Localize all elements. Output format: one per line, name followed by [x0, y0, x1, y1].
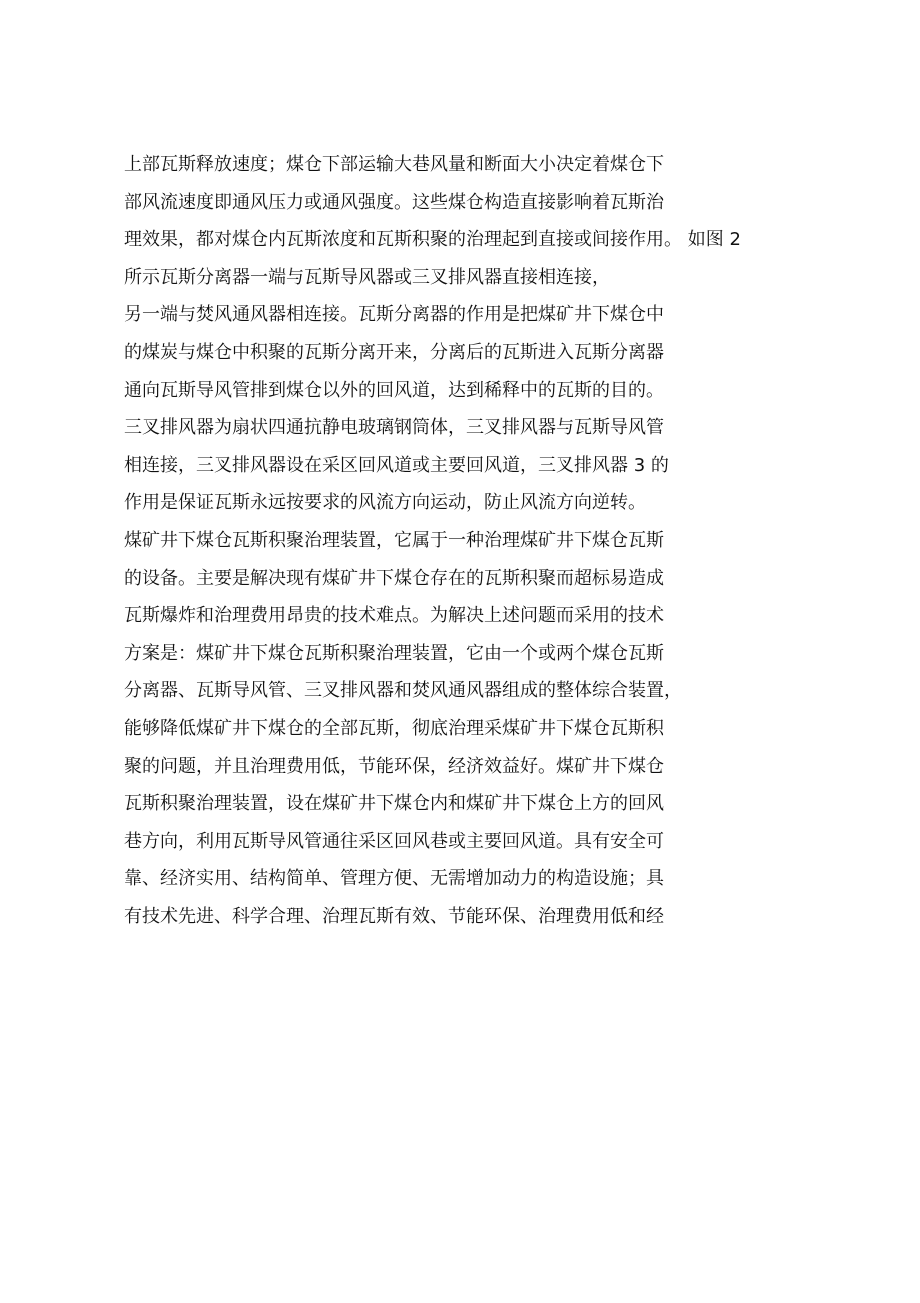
- text-line: 能够降低煤矿井下煤仓的全部瓦斯，彻底治理采煤矿井下煤仓瓦斯积: [124, 717, 664, 739]
- text-line: 作用是保证瓦斯永远按要求的风流方向运动，防止风流方向逆转。: [124, 492, 646, 514]
- text-line: 有技术先进、科学合理、治理瓦斯有效、节能环保、治理费用低和经: [124, 905, 664, 927]
- text-line: 所示瓦斯分离器一端与瓦斯导风器或三叉排风器直接相连接，: [124, 266, 610, 288]
- text-line: 方案是：煤矿井下煤仓瓦斯积聚治理装置，它由一个或两个煤仓瓦斯: [124, 642, 664, 664]
- text-line: 的设备。主要是解决现有煤矿井下煤仓存在的瓦斯积聚而超标易造成: [124, 567, 664, 589]
- text-line: 上部瓦斯释放速度；煤仓下部运输大巷风量和断面大小决定着煤仓下: [124, 154, 664, 175]
- text-line: 分离器、瓦斯导风管、三叉排风器和焚风通风器组成的整体综合装置，: [124, 680, 682, 702]
- text-line: 瓦斯积聚治理装置，设在煤矿井下煤仓内和煤矿井下煤仓上方的回风: [124, 793, 664, 815]
- text-line: 巷方向，利用瓦斯导风管通往采区回风巷或主要回风道。具有安全可: [124, 830, 664, 852]
- text-line: 靠、经济实用、结构简单、管理方便、无需增加动力的构造设施；具: [124, 868, 664, 890]
- body-text: [124, 146, 824, 935]
- text-line: 部风流速度即通风压力或通风强度。这些煤仓构造直接影响着瓦斯治: [124, 191, 664, 213]
- text-line: 相连接，三叉排风器设在采区回风道或主要回风道，三叉排风器 3 的: [124, 454, 669, 476]
- text-line: 通向瓦斯导风管排到煤仓以外的回风道，达到稀释中的瓦斯的目的。: [124, 379, 664, 401]
- text-line: 瓦斯爆炸和治理费用昂贵的技术难点。为解决上述问题而采用的技术: [124, 605, 664, 627]
- text-line: 聚的问题，并且治理费用低，节能环保，经济效益好。煤矿井下煤仓: [124, 755, 664, 777]
- text-line: 煤矿井下煤仓瓦斯积聚治理装置，它属于一种治理煤矿井下煤仓瓦斯: [124, 529, 664, 551]
- text-line: 理效果，都对煤仓内瓦斯浓度和瓦斯积聚的治理起到直接或间接作用。 如图 2: [124, 229, 741, 251]
- text-line: 三叉排风器为扇状四通抗静电玻璃钢筒体，三叉排风器与瓦斯导风管: [124, 417, 664, 439]
- text-line: 另一端与焚风通风器相连接。瓦斯分离器的作用是把煤矿井下煤仓中: [124, 304, 664, 326]
- text-line: 的煤炭与煤仓中积聚的瓦斯分离开来，分离后的瓦斯进入瓦斯分离器: [124, 341, 664, 363]
